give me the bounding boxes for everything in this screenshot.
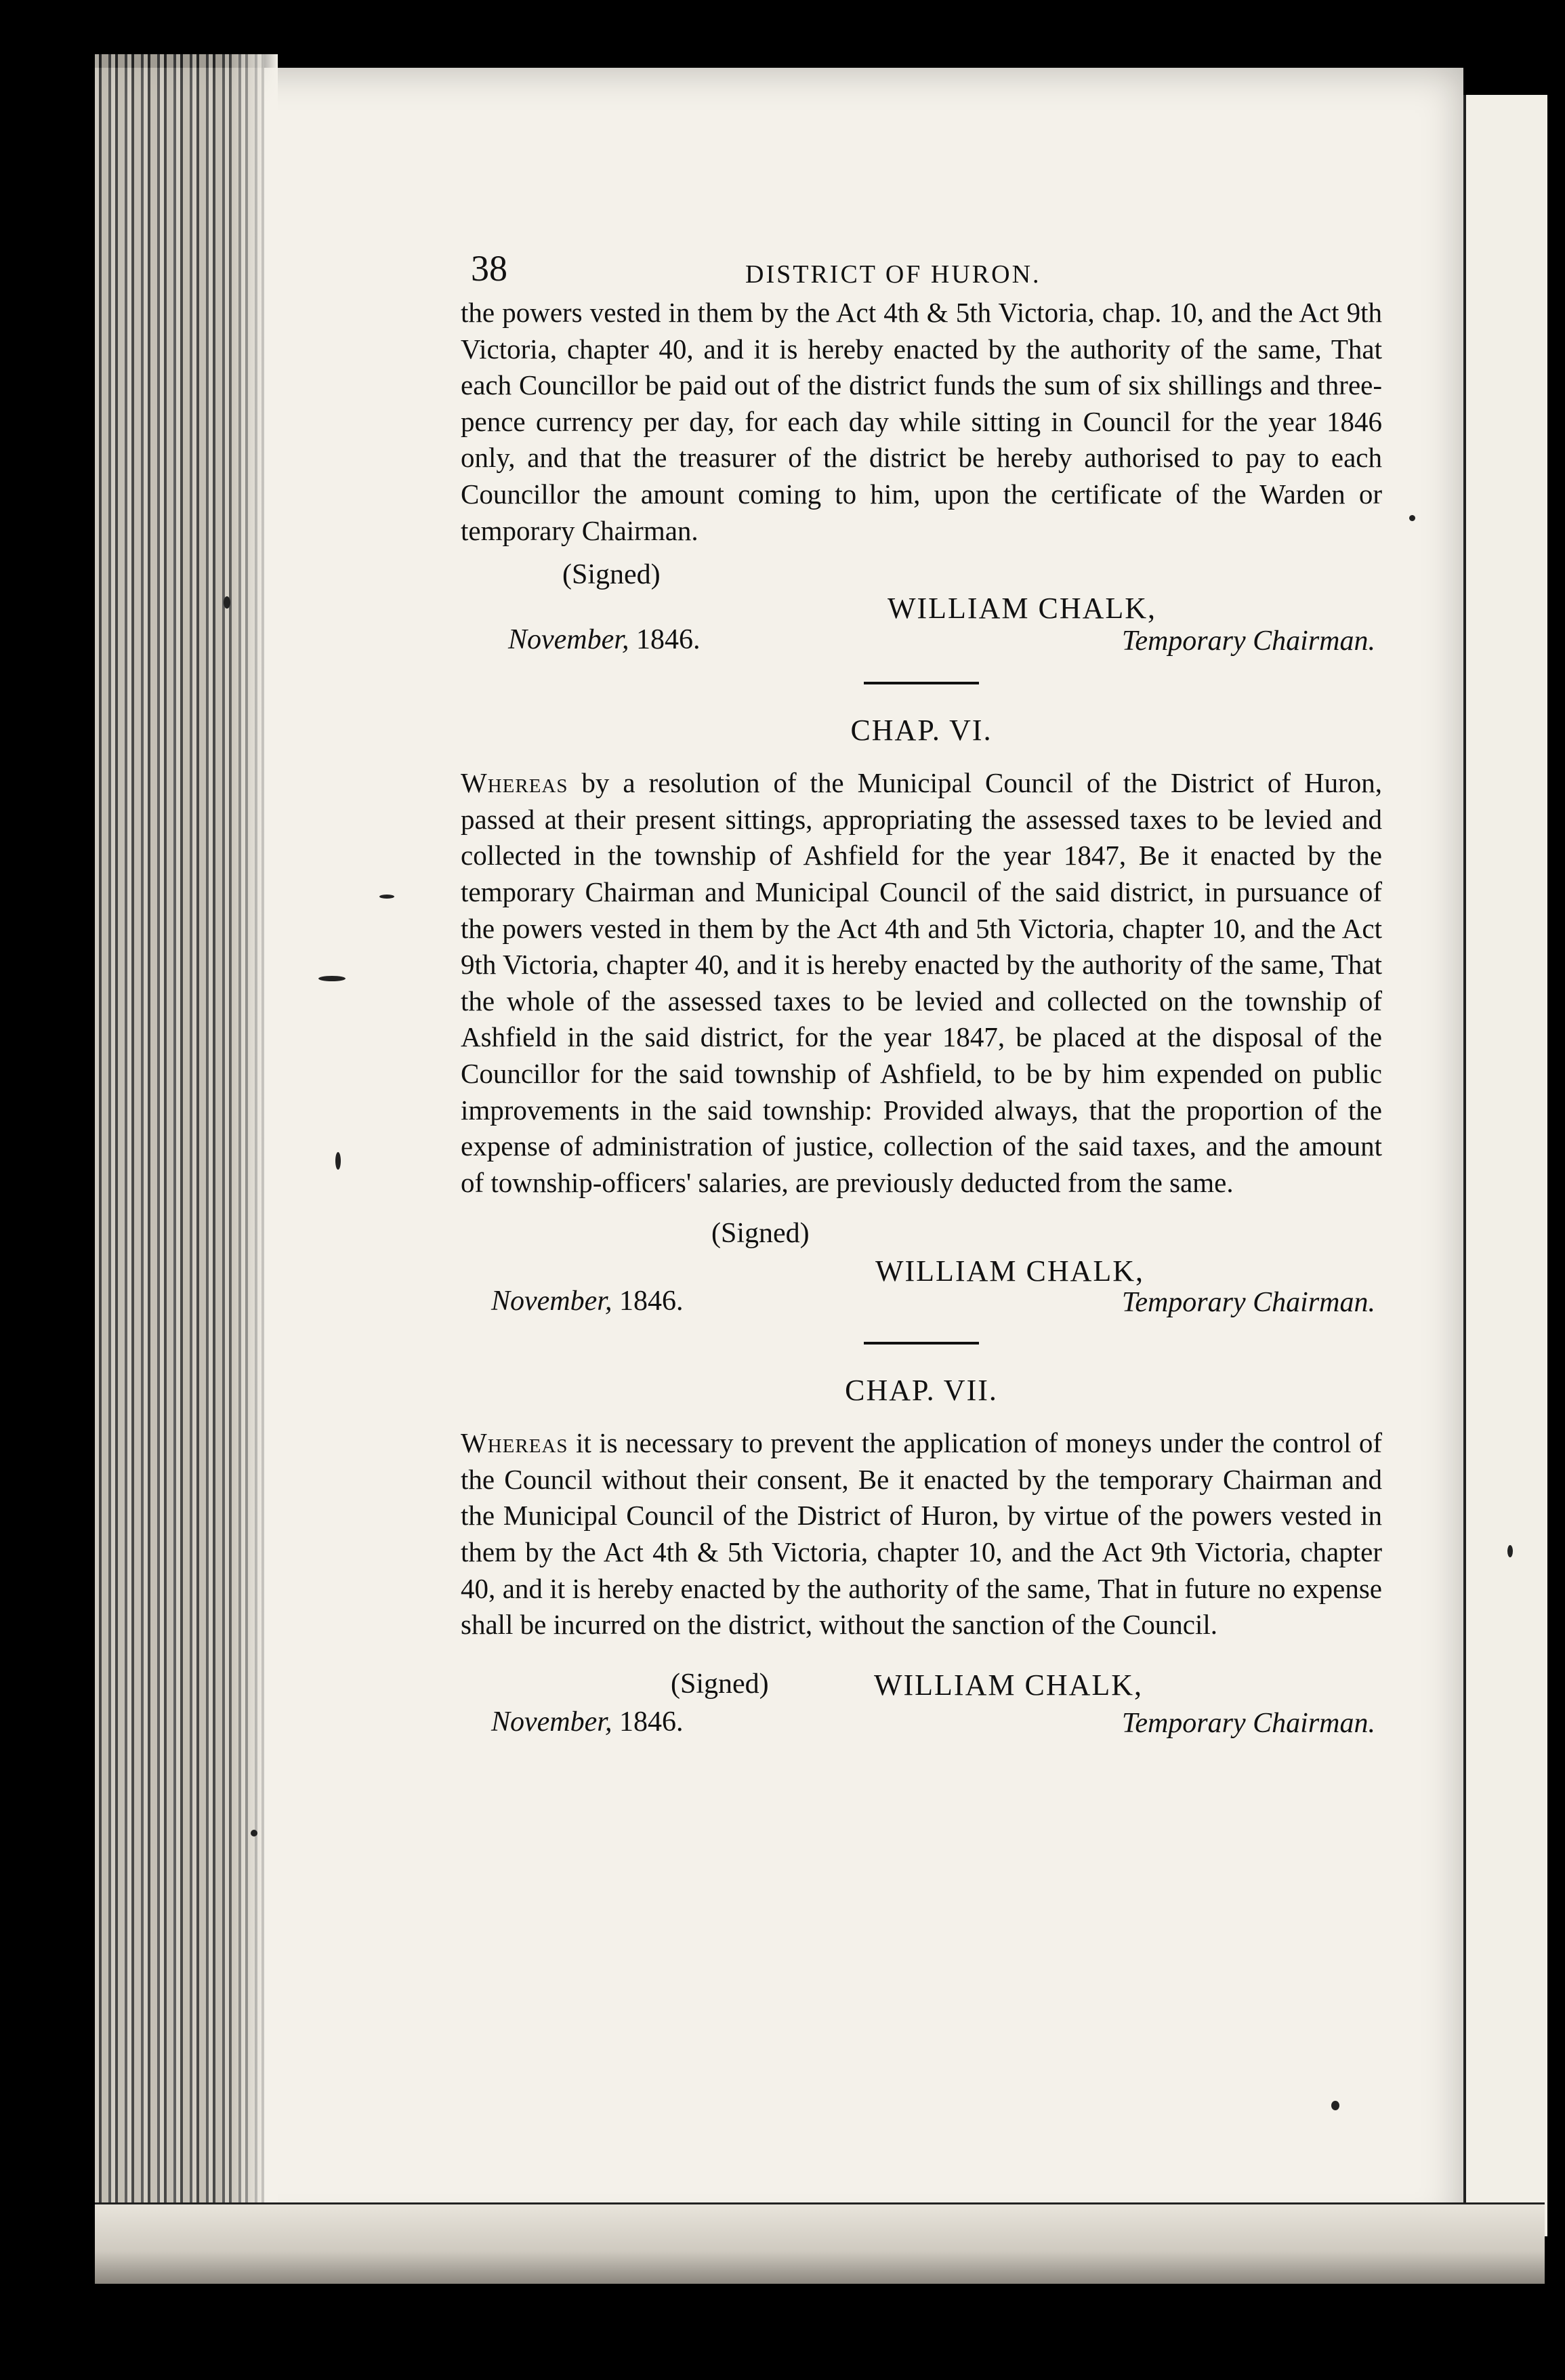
chapter-6-paragraph xyxy=(461,765,1382,1201)
chapter-heading: CHAP. VII. xyxy=(845,1374,998,1408)
signature-date xyxy=(508,623,700,656)
scan-speck xyxy=(318,976,346,981)
chapter-6-text: by a resolution of the Municipal Council of the District of Huron, passed at their present sittings, appropriating the assessed taxes to be levied and collected in the township of Ashfield for the year 1847, Be it enacted by the temporary Chairman and Municipal Council of the said district, in pursuance of the powers vested in them by the Act 4th and 5th Victoria, chapter 10, and the Act 9th Victoria, chapter 40, and it is hereby enacted by the authority of the same, That the whole of the assessed taxes to be levied and collected on the township of Ashfield in the said district, for the year 1847, be placed at the disposal of the Councillor for the said township of Ashfield, to be by him expended on public improvements in the said township: Provided always, that the proportion of the expense of administration of justice, collection of the said taxes, and the amount of township-officers' salaries, are previously deducted from the same. xyxy=(461,767,1382,1198)
signature-date xyxy=(491,1285,683,1317)
signer-title: Temporary Chairman. xyxy=(1121,625,1375,657)
signature-block-2 xyxy=(461,1201,1382,1319)
binding-shadow xyxy=(224,54,278,2270)
signer-title: Temporary Chairman. xyxy=(1121,1287,1375,1319)
section-divider xyxy=(864,682,979,684)
chapter-heading: CHAP. VI. xyxy=(850,714,993,747)
page-bottom-edge xyxy=(95,2202,1545,2284)
scan-speck xyxy=(335,1152,341,1170)
scan-speck xyxy=(224,596,230,609)
date-month: November, xyxy=(491,1286,612,1317)
adjacent-page-edge xyxy=(1463,95,1547,2236)
running-head: DISTRICT OF HURON. xyxy=(745,260,1041,289)
signer-title: Temporary Chairman. xyxy=(1121,1707,1375,1739)
page-number: 38 xyxy=(471,248,507,289)
page-text xyxy=(461,234,1382,1745)
scan-speck xyxy=(1507,1545,1513,1557)
section-divider xyxy=(864,1342,979,1345)
chapter-7-text: it is necessary to prevent the application of moneys under the control of the Council without their consent, Be it enacted by the temporary Chairman and the Municipal Council of the District of Huron, by virtue of the powers vested in them by the Act 4th & 5th Victoria, chapter 10, and the Act 9th Victoria, chapter 40, and it is hereby enacted by the authority of the same, That in future no expense shall be incurred on the district, without the sanction of the Council. xyxy=(461,1427,1382,1641)
scan-speck xyxy=(1331,2101,1339,2110)
signature-date xyxy=(491,1706,683,1738)
scan-speck xyxy=(1409,515,1415,521)
signed-label: (Signed) xyxy=(671,1668,769,1700)
lead-word: Whereas xyxy=(461,767,568,799)
date-year: 1846. xyxy=(635,624,701,656)
date-year: 1846. xyxy=(619,1706,684,1738)
signer-name: WILLIAM CHALK, xyxy=(875,1254,1145,1288)
signer-name: WILLIAM CHALK, xyxy=(874,1668,1144,1702)
signature-block-1 xyxy=(461,549,1382,657)
date-year: 1846. xyxy=(619,1286,684,1317)
chapter-7-paragraph xyxy=(461,1425,1382,1643)
bottom-rule-line xyxy=(95,2202,1545,2204)
signed-label: (Signed) xyxy=(562,559,661,591)
page-header xyxy=(461,234,1382,295)
date-month: November, xyxy=(508,624,629,656)
scan-speck xyxy=(379,895,394,899)
signature-block-3 xyxy=(461,1643,1382,1745)
signer-name: WILLIAM CHALK, xyxy=(888,592,1157,625)
lead-word: Whereas xyxy=(461,1427,568,1459)
date-month: November, xyxy=(491,1706,612,1738)
continuation-paragraph: the powers vested in them by the Act 4th & 5th Victoria, chap. 10, and the Act 9th Victoria, chapter 40, and it is hereby enacted by the authority of the same, That each Councillor be paid out of the district funds the sum of six shillings and three-pence currency per day, for each day while sitting in Council for the year 1846 only, and that the treasurer of the district be hereby authorised to pay to each Councillor the amount coming to him, upon the certificate of the Warden or temporary Chairman. xyxy=(461,297,1382,546)
signed-label: (Signed) xyxy=(711,1218,810,1250)
scan-speck xyxy=(251,1830,257,1837)
